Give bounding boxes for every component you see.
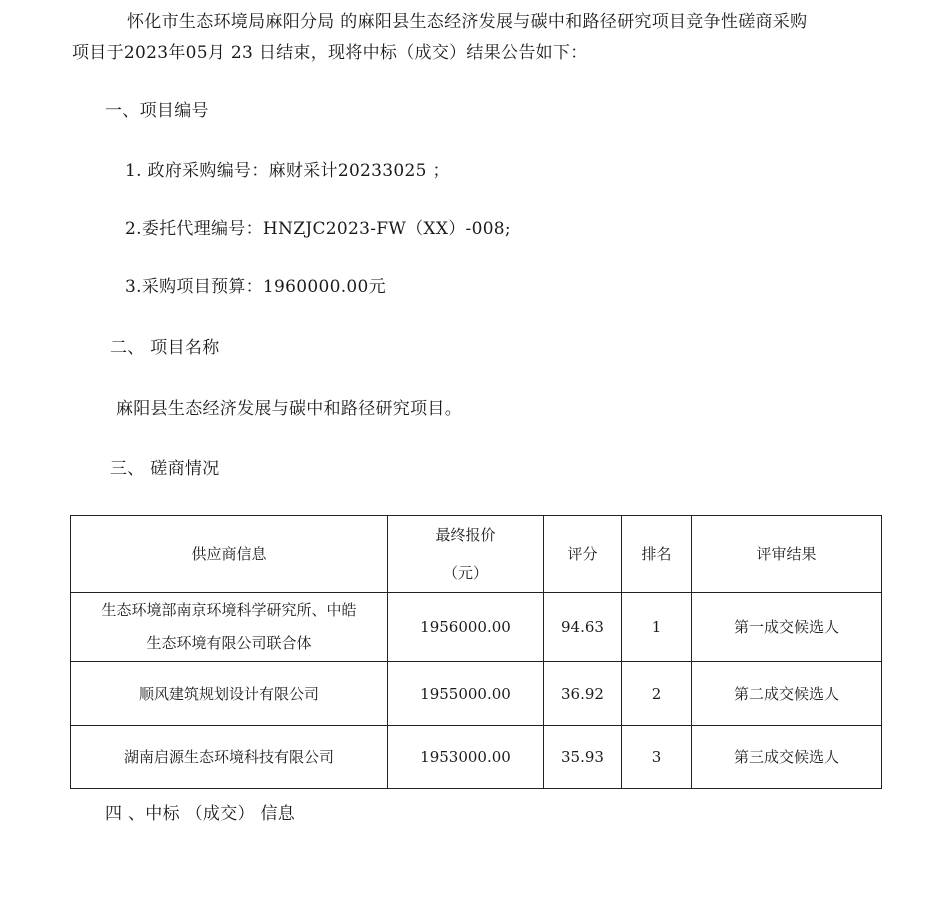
section-heading-project-number: 一、项目编号 <box>105 101 209 121</box>
supplier-cell <box>71 593 388 662</box>
table-row <box>71 593 882 662</box>
header-score: 评分 <box>544 516 622 593</box>
score-cell: 36.92 <box>544 662 622 726</box>
section-heading-consultation: 三、 磋商情况 <box>110 459 220 479</box>
intro-paragraph-line-1: 怀化市生态环境局麻阳分局 的麻阳县生态经济发展与碳中和路径研究项目竞争性磋商采购 <box>127 12 808 32</box>
supplier-cell: 湖南启源生态环境科技有限公司 <box>71 726 388 789</box>
table-row <box>71 726 882 789</box>
rank-cell: 2 <box>622 662 692 726</box>
consultation-results-table <box>70 515 882 789</box>
price-cell: 1953000.00 <box>388 726 544 789</box>
project-name-text: 麻阳县生态经济发展与碳中和路径研究项目。 <box>116 399 462 419</box>
price-cell: 1956000.00 <box>388 593 544 662</box>
budget-item: 3.采购项目预算：1960000.00元 <box>125 277 386 297</box>
intro-paragraph-line-2: 项目于2023年05月 23 日结束，现将中标（成交）结果公告如下： <box>72 43 588 63</box>
rank-cell: 3 <box>622 726 692 789</box>
agency-number-item: 2.委托代理编号：HNZJC2023-FW（XX）-008; <box>125 219 511 239</box>
price-cell: 1955000.00 <box>388 662 544 726</box>
supplier-name-line-1: 生态环境部南京环境科学研究所、中皓 <box>101 601 357 619</box>
result-cell: 第一成交候选人 <box>692 593 882 662</box>
header-result: 评审结果 <box>692 516 882 593</box>
rank-cell: 1 <box>622 593 692 662</box>
supplier-cell: 顺风建筑规划设计有限公司 <box>71 662 388 726</box>
result-cell: 第三成交候选人 <box>692 726 882 789</box>
supplier-name-line-2: 生态环境有限公司联合体 <box>146 634 312 652</box>
table-header-row <box>71 516 882 593</box>
section-heading-award-info: 四 、中标 （成交） 信息 <box>105 804 296 824</box>
score-cell: 35.93 <box>544 726 622 789</box>
procurement-number-item: 1. 政府采购编号：麻财采计20233025 ； <box>125 161 450 181</box>
header-final-price <box>388 516 544 593</box>
header-rank: 排名 <box>622 516 692 593</box>
result-cell: 第二成交候选人 <box>692 662 882 726</box>
score-cell: 94.63 <box>544 593 622 662</box>
header-price-unit: （元） <box>442 564 488 582</box>
section-heading-project-name: 二、 项目名称 <box>110 338 220 358</box>
header-price-label: 最终报价 <box>435 526 496 544</box>
table-row <box>71 662 882 726</box>
header-supplier: 供应商信息 <box>71 516 388 593</box>
